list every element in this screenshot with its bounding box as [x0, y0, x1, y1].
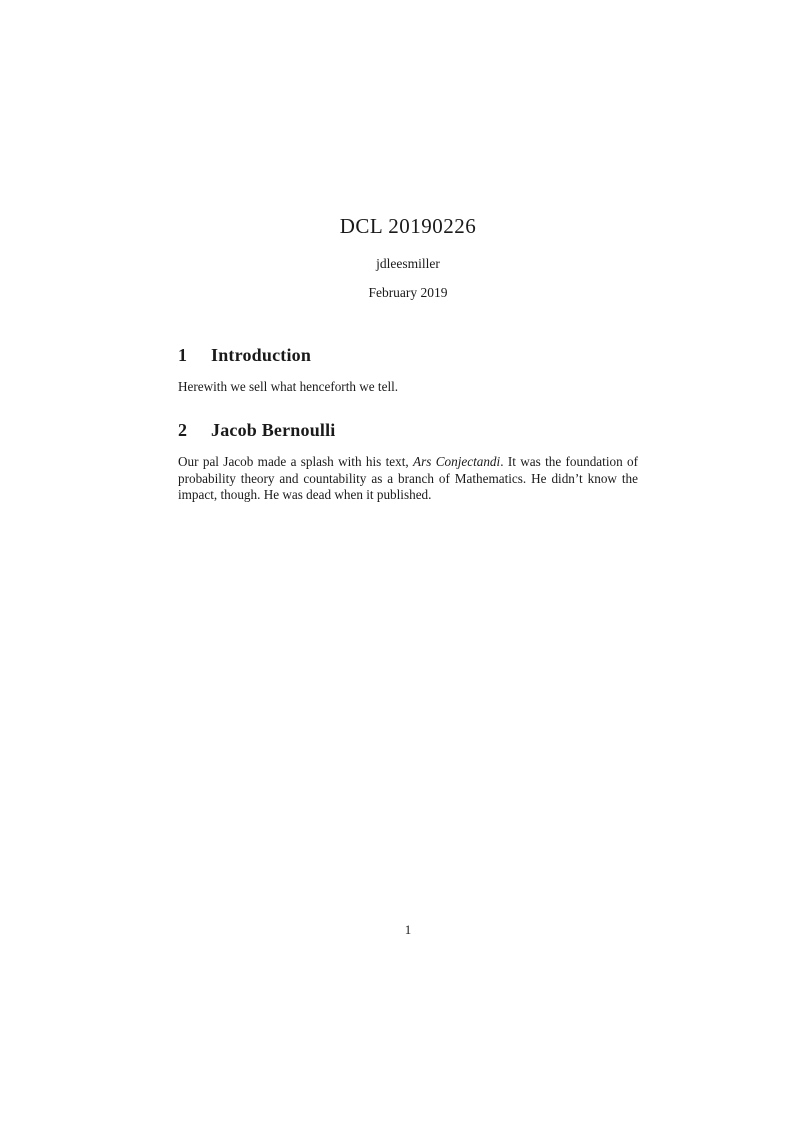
paragraph-text-after-italic: . It was the foundation of probability theory and countability as a branch of Mathematics. He didn’t know the impact, though. He was dead when it published.: [178, 454, 639, 503]
document-date: February 2019: [368, 285, 448, 301]
document-author: jdleesmiller: [376, 256, 440, 272]
page-number: 1: [404, 922, 412, 937]
paragraph-text-before-italic: Our pal Jacob made a splash with his text,: [178, 454, 414, 470]
section-heading-introduction: [178, 345, 638, 366]
section-title: Jacob Bernoulli: [211, 420, 336, 441]
section-title: Introduction: [211, 345, 312, 366]
paragraph-jacob-bernoulli: [178, 454, 638, 503]
section-number: 1: [178, 345, 188, 366]
section-number: 2: [178, 420, 188, 441]
paragraph-text-italic-book-title: Ars Conjectandi: [413, 454, 501, 470]
document-title: DCL 20190226: [339, 214, 477, 238]
paragraph-text: Herewith we sell what henceforth we tell.: [178, 379, 399, 395]
section-heading-jacob-bernoulli: [178, 420, 638, 441]
paragraph-introduction: [178, 379, 638, 395]
title-block: [178, 214, 638, 301]
text-block: [178, 0, 638, 503]
